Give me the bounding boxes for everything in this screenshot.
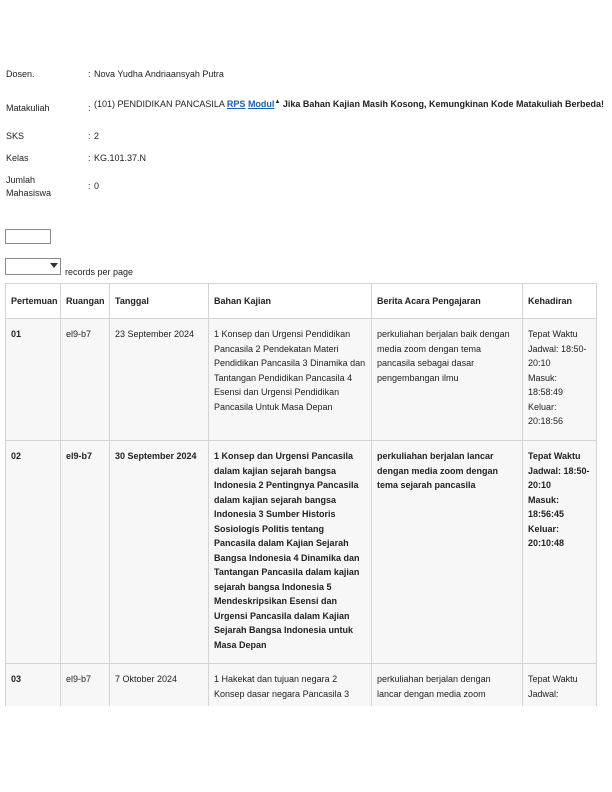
table-header-row <box>6 284 597 319</box>
attendance-out: Keluar: 20:18:56 <box>528 401 564 426</box>
attendance-out: Keluar: 20:10:48 <box>528 523 565 548</box>
jumlah-label: Jumlah Mahasiswa <box>6 175 52 198</box>
cell-ruangan: el9-b7 <box>61 319 110 441</box>
cell-berita-acara: perkuliahan berjalan baik dengan media zoom dengan tema pancasila sebagai dasar pengembangan ilmu <box>372 319 523 441</box>
info-row-dosen: Dosen. : Nova Yudha Andriaansyah Putra <box>6 68 606 92</box>
search-input[interactable] <box>5 229 51 244</box>
table-row <box>6 664 597 710</box>
kelas-value: KG.101.37.N <box>94 153 147 163</box>
info-row-jumlah: Jumlah Mahasiswa : 0 <box>6 174 606 204</box>
cell-kehadiran <box>523 441 597 664</box>
attendance-status: Tepat Waktu <box>528 451 581 461</box>
header-pertemuan[interactable]: Pertemuan <box>6 284 61 319</box>
jumlah-value: 0 <box>94 181 100 191</box>
attendance-in: Masuk: 18:56:45 <box>528 494 565 519</box>
info-row-matakuliah: Matakuliah : (101) PENDIDIKAN PANCASILA RPS Modul▲ Jika Bahan Kajian Masih Kosong, Kemungkinan Kode Matakuliah Berbeda! <box>6 96 606 130</box>
records-per-page-select[interactable] <box>5 258 61 275</box>
course-code: (101) PENDIDIKAN PANCASILA <box>94 99 225 109</box>
cell-pertemuan: 03 <box>6 664 61 710</box>
sks-value: 2 <box>94 131 100 141</box>
attendance-status: Tepat Waktu <box>528 329 578 339</box>
matakuliah-label: Matakuliah <box>6 103 50 113</box>
info-row-kelas: Kelas : KG.101.37.N <box>6 152 606 174</box>
table-row <box>6 441 597 664</box>
chevron-down-icon <box>50 263 58 268</box>
header-ruangan[interactable]: Ruangan <box>61 284 110 319</box>
attendance-schedule: Jadwal: 18:50-20:10 <box>528 465 590 490</box>
sks-label: SKS <box>6 131 25 141</box>
header-bahan-kajian[interactable]: Bahan Kajian <box>209 284 372 319</box>
course-note: Jika Bahan Kajian Masih Kosong, Kemungkinan Kode Matakuliah Berbeda! <box>282 99 604 109</box>
attendance-schedule: Jadwal: 18:50-20:10 <box>528 343 587 368</box>
cell-bahan-kajian: 1 Hakekat dan tujuan negara 2 Konsep dasar negara Pancasila 3 <box>209 664 372 710</box>
dosen-label: Dosen. <box>6 69 35 79</box>
header-kehadiran[interactable]: Kehadiran <box>523 284 597 319</box>
cell-bahan-kajian: 1 Konsep dan Urgensi Pancasila dalam kajian sejarah bangsa Indonesia 2 Pentingnya Pancasila dalam kajian sejarah bangsa Indonesia 3 Sumber Historis Sosiologis Politis tentang Pancasila dalam Kajian Sejarah Bangsa Indonesia 4 Dinamika dan Tantangan Pancasila dalam kajian sejarah bangsa Indonesia 5 Mendeskripsikan Esensi dan Urgensi Pancasila dalam Kajian Sejarah Bangsa Indonesia untuk Masa Depan <box>209 441 372 664</box>
cell-berita-acara: perkuliahan berjalan lancar dengan media zoom dengan tema sejarah pancasila <box>372 441 523 664</box>
course-info <box>6 68 606 204</box>
table-row <box>6 319 597 441</box>
attendance-schedule: Jadwal: <box>528 688 559 699</box>
header-berita-acara[interactable]: Berita Acara Pengajaran <box>372 284 523 319</box>
page-bottom-margin <box>0 706 612 792</box>
cell-ruangan: el9-b7 <box>61 664 110 710</box>
cell-kehadiran <box>523 319 597 441</box>
cell-tanggal: 7 Oktober 2024 <box>110 664 209 710</box>
matakuliah-value <box>94 96 606 111</box>
cell-kehadiran <box>523 664 597 710</box>
cell-berita-acara: perkuliahan berjalan dengan lancar dengan media zoom <box>372 664 523 710</box>
external-link-icon: ▲ <box>274 99 281 105</box>
cell-bahan-kajian: 1 Konsep dan Urgensi Pendidikan Pancasila 2 Pendekatan Materi Pendidikan Pancasila 3 Dinamika dan Tantangan Pendidikan Pancasila 4 Esensi dan Urgensi Pendidikan Pancasila Untuk Masa Depan <box>209 319 372 441</box>
info-row-sks: SKS : 2 <box>6 130 606 152</box>
modul-link[interactable]: Modul <box>247 99 275 109</box>
cell-pertemuan: 01 <box>6 319 61 441</box>
attendance-status: Tepat Waktu <box>528 674 578 684</box>
records-per-page-control <box>5 255 133 277</box>
attendance-table <box>5 283 597 710</box>
cell-pertemuan: 02 <box>6 441 61 664</box>
cell-ruangan: el9-b7 <box>61 441 110 664</box>
rps-link[interactable]: RPS <box>226 99 246 109</box>
attendance-in: Masuk: 18:58:49 <box>528 372 564 397</box>
dosen-value: Nova Yudha Andriaansyah Putra <box>94 69 224 79</box>
cell-tanggal: 30 September 2024 <box>110 441 209 664</box>
cell-tanggal: 23 September 2024 <box>110 319 209 441</box>
records-per-page-label: records per page <box>65 267 134 277</box>
kelas-label: Kelas <box>6 153 29 163</box>
header-tanggal[interactable]: Tanggal <box>110 284 209 319</box>
